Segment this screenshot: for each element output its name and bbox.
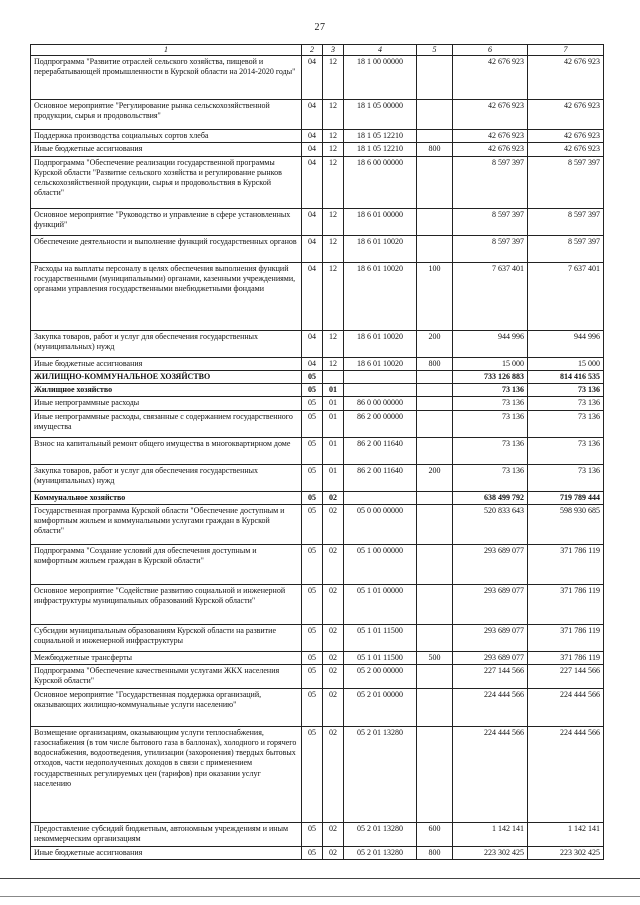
row-amount-2: 224 444 566 bbox=[528, 688, 604, 726]
row-name: Закупка товаров, работ и услуг для обеспечения государственных (муниципальных) нужд bbox=[31, 330, 302, 357]
row-subsection: 12 bbox=[323, 156, 344, 208]
row-section: 04 bbox=[302, 130, 323, 143]
row-subsection: 12 bbox=[323, 330, 344, 357]
row-subsection: 12 bbox=[323, 130, 344, 143]
row-expense-type: 800 bbox=[417, 846, 453, 859]
row-amount-1: 520 833 643 bbox=[453, 504, 528, 544]
row-subsection: 12 bbox=[323, 262, 344, 330]
row-target-article bbox=[344, 491, 417, 504]
row-target-article: 05 2 00 00000 bbox=[344, 665, 417, 688]
row-expense-type bbox=[417, 100, 453, 130]
table-row bbox=[31, 726, 604, 822]
row-subsection bbox=[323, 370, 344, 383]
row-amount-1: 293 689 077 bbox=[453, 544, 528, 584]
row-expense-type: 800 bbox=[417, 143, 453, 156]
row-subsection: 02 bbox=[323, 544, 344, 584]
row-target-article: 86 2 00 00000 bbox=[344, 410, 417, 437]
row-expense-type bbox=[417, 156, 453, 208]
table-row bbox=[31, 846, 604, 859]
table-row bbox=[31, 491, 604, 504]
row-target-article: 18 1 00 00000 bbox=[344, 56, 417, 100]
row-section: 05 bbox=[302, 846, 323, 859]
row-subsection: 02 bbox=[323, 504, 344, 544]
table-row bbox=[31, 100, 604, 130]
row-section: 05 bbox=[302, 822, 323, 846]
table-row bbox=[31, 651, 604, 664]
table-row bbox=[31, 208, 604, 235]
row-amount-2: 8 597 397 bbox=[528, 235, 604, 262]
row-amount-2: 371 786 119 bbox=[528, 584, 604, 624]
row-section: 04 bbox=[302, 143, 323, 156]
row-subsection: 12 bbox=[323, 235, 344, 262]
row-subsection: 01 bbox=[323, 464, 344, 491]
row-amount-1: 293 689 077 bbox=[453, 624, 528, 651]
row-expense-type bbox=[417, 384, 453, 397]
row-expense-type bbox=[417, 370, 453, 383]
row-amount-1: 8 597 397 bbox=[453, 235, 528, 262]
row-subsection: 02 bbox=[323, 651, 344, 664]
row-section: 04 bbox=[302, 100, 323, 130]
col-header-4: 4 bbox=[344, 45, 417, 56]
row-name: Жилищное хозяйство bbox=[31, 384, 302, 397]
bottom-rule bbox=[0, 878, 640, 879]
row-section: 05 bbox=[302, 491, 323, 504]
row-subsection: 12 bbox=[323, 208, 344, 235]
row-subsection: 01 bbox=[323, 437, 344, 464]
row-subsection: 02 bbox=[323, 822, 344, 846]
row-section: 05 bbox=[302, 584, 323, 624]
table-row bbox=[31, 384, 604, 397]
row-amount-2: 73 136 bbox=[528, 437, 604, 464]
row-expense-type bbox=[417, 208, 453, 235]
row-subsection: 12 bbox=[323, 143, 344, 156]
row-amount-1: 293 689 077 bbox=[453, 651, 528, 664]
table-row bbox=[31, 410, 604, 437]
table-row bbox=[31, 624, 604, 651]
row-expense-type: 600 bbox=[417, 822, 453, 846]
row-target-article: 18 1 05 12210 bbox=[344, 143, 417, 156]
row-name: Иные непрограммные расходы bbox=[31, 397, 302, 410]
row-section: 04 bbox=[302, 235, 323, 262]
row-expense-type bbox=[417, 584, 453, 624]
table-row bbox=[31, 156, 604, 208]
row-subsection: 12 bbox=[323, 100, 344, 130]
row-name: Основное мероприятие "Регулирование рынка сельскохозяйственной продукции, сырья и продовольствия" bbox=[31, 100, 302, 130]
row-amount-2: 73 136 bbox=[528, 397, 604, 410]
row-subsection: 02 bbox=[323, 846, 344, 859]
table-row bbox=[31, 397, 604, 410]
table-row bbox=[31, 330, 604, 357]
row-name: Закупка товаров, работ и услуг для обеспечения государственных (муниципальных) нужд bbox=[31, 464, 302, 491]
row-target-article: 05 1 00 00000 bbox=[344, 544, 417, 584]
row-amount-2: 598 930 685 bbox=[528, 504, 604, 544]
col-header-6: 6 bbox=[453, 45, 528, 56]
row-expense-type bbox=[417, 491, 453, 504]
row-expense-type: 500 bbox=[417, 651, 453, 664]
header-row bbox=[31, 45, 604, 56]
row-section: 04 bbox=[302, 56, 323, 100]
row-section: 04 bbox=[302, 156, 323, 208]
col-header-2: 2 bbox=[302, 45, 323, 56]
row-amount-2: 371 786 119 bbox=[528, 624, 604, 651]
row-section: 05 bbox=[302, 688, 323, 726]
row-amount-1: 73 136 bbox=[453, 437, 528, 464]
table-row bbox=[31, 56, 604, 100]
row-amount-1: 42 676 923 bbox=[453, 100, 528, 130]
row-target-article: 18 6 01 10020 bbox=[344, 235, 417, 262]
row-section: 05 bbox=[302, 624, 323, 651]
row-target-article bbox=[344, 384, 417, 397]
row-name: Иные непрограммные расходы, связанные с содержанием государственного имущества bbox=[31, 410, 302, 437]
row-amount-1: 223 302 425 bbox=[453, 846, 528, 859]
row-name: Межбюджетные трансферты bbox=[31, 651, 302, 664]
row-name: Взнос на капитальный ремонт общего имущества в многоквартирном доме bbox=[31, 437, 302, 464]
table-row bbox=[31, 437, 604, 464]
row-section: 04 bbox=[302, 330, 323, 357]
row-name: ЖИЛИЩНО-КОММУНАЛЬНОЕ ХОЗЯЙСТВО bbox=[31, 370, 302, 383]
row-target-article: 05 1 01 11500 bbox=[344, 651, 417, 664]
row-section: 04 bbox=[302, 262, 323, 330]
budget-table bbox=[30, 44, 604, 860]
row-amount-2: 223 302 425 bbox=[528, 846, 604, 859]
page-number: 27 bbox=[314, 22, 326, 33]
row-expense-type: 800 bbox=[417, 357, 453, 370]
row-amount-1: 8 597 397 bbox=[453, 156, 528, 208]
row-amount-1: 227 144 566 bbox=[453, 665, 528, 688]
row-target-article bbox=[344, 370, 417, 383]
row-expense-type bbox=[417, 544, 453, 584]
row-section: 05 bbox=[302, 665, 323, 688]
row-amount-2: 814 416 535 bbox=[528, 370, 604, 383]
row-expense-type bbox=[417, 665, 453, 688]
row-name: Подпрограмма "Развитие отраслей сельского хозяйства, пищевой и перерабатывающей промышленности в Курской области на 2014-2020 годы" bbox=[31, 56, 302, 100]
row-name: Основное мероприятие "Руководство и управление в сфере установленных функций" bbox=[31, 208, 302, 235]
row-name: Иные бюджетные ассигнования bbox=[31, 143, 302, 156]
row-name: Расходы на выплаты персоналу в целях обеспечения выполнения функций государственными (муниципальными) органами, казенными учреждениями, органами управления государственными внебюджетными фондами bbox=[31, 262, 302, 330]
row-amount-1: 73 136 bbox=[453, 384, 528, 397]
row-amount-2: 224 444 566 bbox=[528, 726, 604, 822]
row-target-article: 18 1 05 12210 bbox=[344, 130, 417, 143]
row-target-article: 05 2 01 13280 bbox=[344, 726, 417, 822]
col-header-1: 1 bbox=[31, 45, 302, 56]
table-row bbox=[31, 262, 604, 330]
col-header-7: 7 bbox=[528, 45, 604, 56]
row-amount-2: 8 597 397 bbox=[528, 156, 604, 208]
table-body bbox=[31, 56, 604, 860]
row-section: 05 bbox=[302, 397, 323, 410]
row-expense-type bbox=[417, 130, 453, 143]
row-name: Подпрограмма "Создание условий для обеспечения доступным и комфортным жильем граждан в Курской области" bbox=[31, 544, 302, 584]
row-amount-1: 8 597 397 bbox=[453, 208, 528, 235]
table-row bbox=[31, 665, 604, 688]
row-target-article: 05 0 00 00000 bbox=[344, 504, 417, 544]
row-section: 05 bbox=[302, 464, 323, 491]
row-amount-1: 7 637 401 bbox=[453, 262, 528, 330]
row-section: 05 bbox=[302, 544, 323, 584]
row-expense-type: 200 bbox=[417, 330, 453, 357]
row-expense-type bbox=[417, 56, 453, 100]
col-header-5: 5 bbox=[417, 45, 453, 56]
row-subsection: 01 bbox=[323, 410, 344, 437]
row-target-article: 18 6 01 10020 bbox=[344, 262, 417, 330]
row-expense-type bbox=[417, 504, 453, 544]
row-subsection: 12 bbox=[323, 56, 344, 100]
row-amount-1: 73 136 bbox=[453, 410, 528, 437]
row-expense-type bbox=[417, 397, 453, 410]
table-row bbox=[31, 584, 604, 624]
row-amount-2: 42 676 923 bbox=[528, 130, 604, 143]
row-section: 05 bbox=[302, 437, 323, 464]
row-amount-1: 42 676 923 bbox=[453, 130, 528, 143]
row-subsection: 02 bbox=[323, 688, 344, 726]
row-name: Возмещение организациям, оказывающим услуги теплоснабжения, газоснабжения (в том числе бытового газа в баллонах), холодного и горячего водоснабжения, водоотведения, утилизации (захоронения) твердых бытовых отходов, части недополученных доходов в связи с применением государственных регулируемых цен (тарифов) при оказании услуг населению bbox=[31, 726, 302, 822]
row-expense-type bbox=[417, 624, 453, 651]
row-amount-1: 15 000 bbox=[453, 357, 528, 370]
row-amount-1: 224 444 566 bbox=[453, 726, 528, 822]
row-amount-2: 8 597 397 bbox=[528, 208, 604, 235]
table-row bbox=[31, 130, 604, 143]
row-name: Основное мероприятие "Государственная поддержка организаций, оказывающих жилищно-коммунальные услуги населению" bbox=[31, 688, 302, 726]
table-row bbox=[31, 544, 604, 584]
row-section: 05 bbox=[302, 410, 323, 437]
row-target-article: 86 0 00 00000 bbox=[344, 397, 417, 410]
row-target-article: 18 6 01 00000 bbox=[344, 208, 417, 235]
row-expense-type bbox=[417, 688, 453, 726]
row-expense-type: 200 bbox=[417, 464, 453, 491]
row-name: Коммунальное хозяйство bbox=[31, 491, 302, 504]
row-target-article: 05 1 01 11500 bbox=[344, 624, 417, 651]
row-amount-2: 42 676 923 bbox=[528, 56, 604, 100]
row-amount-1: 73 136 bbox=[453, 464, 528, 491]
table-row bbox=[31, 688, 604, 726]
row-amount-2: 719 789 444 bbox=[528, 491, 604, 504]
row-name: Субсидии муниципальным образованиям Курской области на развитие социальной и инженерной инфраструктуры bbox=[31, 624, 302, 651]
row-amount-1: 638 499 792 bbox=[453, 491, 528, 504]
row-amount-1: 1 142 141 bbox=[453, 822, 528, 846]
table-row bbox=[31, 370, 604, 383]
row-target-article: 18 1 05 00000 bbox=[344, 100, 417, 130]
row-subsection: 02 bbox=[323, 491, 344, 504]
row-amount-1: 73 136 bbox=[453, 397, 528, 410]
row-expense-type bbox=[417, 235, 453, 262]
table-row bbox=[31, 235, 604, 262]
row-target-article: 18 6 01 10020 bbox=[344, 357, 417, 370]
row-subsection: 02 bbox=[323, 665, 344, 688]
table-row bbox=[31, 822, 604, 846]
row-amount-1: 293 689 077 bbox=[453, 584, 528, 624]
row-amount-1: 224 444 566 bbox=[453, 688, 528, 726]
row-amount-2: 944 996 bbox=[528, 330, 604, 357]
row-name: Предоставление субсидий бюджетным, автономным учреждениям и иным некоммерческим организациям bbox=[31, 822, 302, 846]
row-target-article: 05 1 01 00000 bbox=[344, 584, 417, 624]
row-name: Поддержка производства социальных сортов хлеба bbox=[31, 130, 302, 143]
row-subsection: 02 bbox=[323, 624, 344, 651]
row-amount-2: 371 786 119 bbox=[528, 544, 604, 584]
row-name: Иные бюджетные ассигнования bbox=[31, 846, 302, 859]
bottom-rule-lower bbox=[0, 896, 640, 897]
col-header-3: 3 bbox=[323, 45, 344, 56]
row-amount-2: 73 136 bbox=[528, 410, 604, 437]
row-amount-2: 1 142 141 bbox=[528, 822, 604, 846]
row-target-article: 05 2 01 13280 bbox=[344, 846, 417, 859]
table-row bbox=[31, 464, 604, 491]
row-section: 05 bbox=[302, 370, 323, 383]
row-subsection: 02 bbox=[323, 584, 344, 624]
row-section: 05 bbox=[302, 384, 323, 397]
row-amount-2: 227 144 566 bbox=[528, 665, 604, 688]
row-target-article: 86 2 00 11640 bbox=[344, 437, 417, 464]
row-amount-2: 73 136 bbox=[528, 464, 604, 491]
row-amount-1: 944 996 bbox=[453, 330, 528, 357]
row-section: 04 bbox=[302, 208, 323, 235]
row-subsection: 02 bbox=[323, 726, 344, 822]
row-name: Основное мероприятие "Содействие развитию социальной и инженерной инфраструктуры муниципальных образований Курской области" bbox=[31, 584, 302, 624]
table-row bbox=[31, 357, 604, 370]
table-row bbox=[31, 504, 604, 544]
row-target-article: 05 2 01 13280 bbox=[344, 822, 417, 846]
row-amount-1: 42 676 923 bbox=[453, 56, 528, 100]
row-expense-type bbox=[417, 437, 453, 464]
row-target-article: 18 6 00 00000 bbox=[344, 156, 417, 208]
row-subsection: 01 bbox=[323, 397, 344, 410]
row-subsection: 01 bbox=[323, 384, 344, 397]
row-section: 05 bbox=[302, 651, 323, 664]
row-name: Государственная программа Курской области "Обеспечение доступным и комфортным жильем и коммунальными услугами граждан в Курской области" bbox=[31, 504, 302, 544]
row-section: 05 bbox=[302, 504, 323, 544]
row-name: Подпрограмма "Обеспечение реализации государственной программы Курской области "Развитие сельского хозяйства и регулирование рынков сельскохозяйственной продукции, сырья и продовольствия в Курской области" bbox=[31, 156, 302, 208]
row-name: Иные бюджетные ассигнования bbox=[31, 357, 302, 370]
row-name: Подпрограмма "Обеспечение качественными услугами ЖКХ населения Курской области" bbox=[31, 665, 302, 688]
row-amount-1: 42 676 923 bbox=[453, 143, 528, 156]
row-expense-type bbox=[417, 726, 453, 822]
row-target-article: 18 6 01 10020 bbox=[344, 330, 417, 357]
row-subsection: 12 bbox=[323, 357, 344, 370]
row-amount-1: 733 126 883 bbox=[453, 370, 528, 383]
row-amount-2: 73 136 bbox=[528, 384, 604, 397]
row-target-article: 05 2 01 00000 bbox=[344, 688, 417, 726]
row-expense-type: 100 bbox=[417, 262, 453, 330]
row-name: Обеспечение деятельности и выполнение функций государственных органов bbox=[31, 235, 302, 262]
row-section: 05 bbox=[302, 726, 323, 822]
row-target-article: 86 2 00 11640 bbox=[344, 464, 417, 491]
row-amount-2: 42 676 923 bbox=[528, 100, 604, 130]
row-expense-type bbox=[417, 410, 453, 437]
row-amount-2: 42 676 923 bbox=[528, 143, 604, 156]
table-row bbox=[31, 143, 604, 156]
row-section: 04 bbox=[302, 357, 323, 370]
row-amount-2: 7 637 401 bbox=[528, 262, 604, 330]
row-amount-2: 371 786 119 bbox=[528, 651, 604, 664]
row-amount-2: 15 000 bbox=[528, 357, 604, 370]
